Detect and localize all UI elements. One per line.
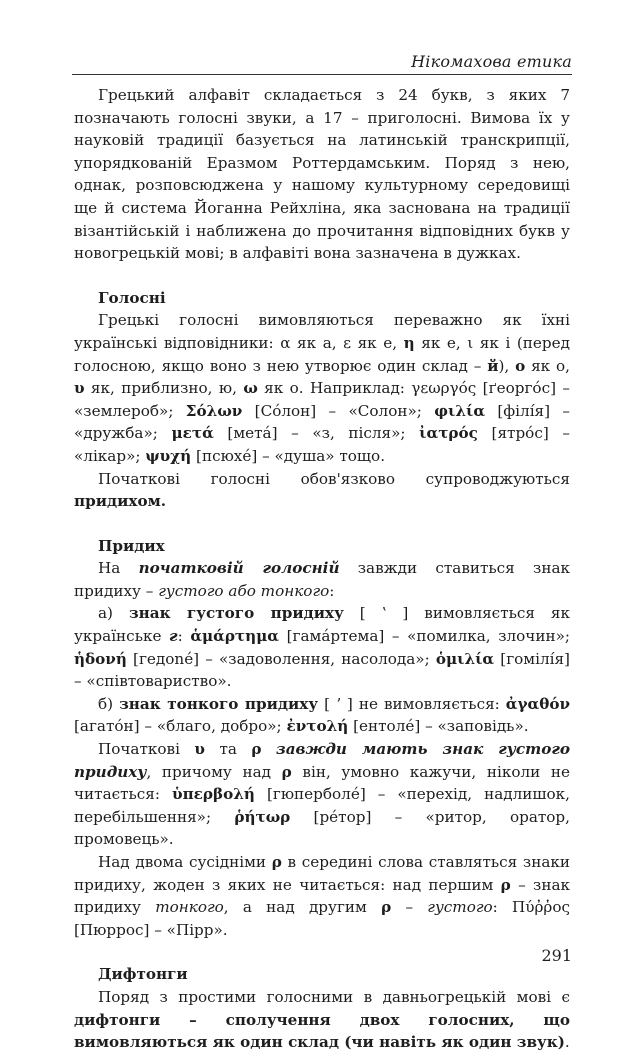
header-rule — [72, 74, 572, 75]
diphthongs-paragraph-1: Поряд з простими голосними в давньогрецькій мові є дифтонги – сполучення двох голосних, що вимовляються як один склад (чи навіть як один звук). — [74, 987, 570, 1052]
breathing-paragraph-initial: Початкові υ та ρ завжди мають знак густого придиху, причому над ρ він, умовно кажучи, ніколи не читається: ὑπερβολή [гюперболé] – «перехід, надлишок, перебільшення»; ῥήτωρ [рéтор] – «ритор, оратор, промовець». — [74, 740, 571, 849]
intro-paragraph: Грецький алфавіт складається з 24 букв, з яких 7 позначають голосні звуки, а 17 – приголосні. Вимова їх у науковій традиції базується на латинській транскрипції, упорядкованій Еразмом Роттердамським. Поряд з нею, однак, розповсюджена у нашому культурному середовищі ще й система Йоганна Рейхліна, яка заснована на традиції візантійській і наближена до прочитання відповідних букв у новогрецькій мові; в алфавіті вона зазначена в дужках. — [74, 86, 570, 263]
section-heading-vowels: Голосні — [98, 288, 166, 307]
breathing-paragraph-rough: а) знак густого придиху [ ʽ ] вимовляється як українське г: ἁμάρτημα [гамáртема] – «помилка, злочин»; ἡδονή [гедоné] – «задоволення, насолода»; ὁμιλία [гомілíя] – «співтовариство». — [74, 604, 570, 691]
vowels-paragraph-1: Грецькі голосні вимовляються переважно як їхні українські відповідники: α як а, ε як е, η як е, ι як і (перед голосною, якщо воно з нею утворює один склад – й), ο як о, υ як, приблизно, ю, ω як о. Наприклад: γεωργός [ґеоргóс] – «землероб»; Σόλων [Сóлон] – «Солон»; φιλία [філíя] – «дружба»; μετά [метá] – «з, після»; ἰατρός [ятрóс] – «лікар»; ψυχή [псюхé] – «душа» тощо. — [74, 311, 570, 465]
breathing-paragraph-double-rho: Над двома сусідніми ρ в середині слова ставляться знаки придиху, жоден з яких не читається: над першим ρ – знак придиху тонкого, а над другим ρ – густого: Πύῤῥος [Пюррос] – «Пірр». — [74, 853, 571, 939]
vowels-paragraph-2: Початкові голосні обов'язково супроводжуються придихом. — [74, 469, 570, 511]
section-heading-breathing: Придих — [98, 536, 165, 555]
breathing-paragraph-smooth: б) знак тонкого придиху [ ʼ ] не вимовляється: ἀγαθόν [агатóн] – «благо, добро»; ἐντολή [ентолé] – «заповідь». — [74, 694, 570, 736]
running-title: Нікомахова етика — [411, 52, 572, 71]
body-text — [74, 84, 570, 1054]
section-heading-diphthongs: Дифтонги — [98, 965, 188, 984]
page-number: 291 — [541, 946, 572, 965]
breathing-paragraph-1: На початковій голосній завжди ставиться знак придиху – густого або тонкого: — [74, 559, 570, 600]
